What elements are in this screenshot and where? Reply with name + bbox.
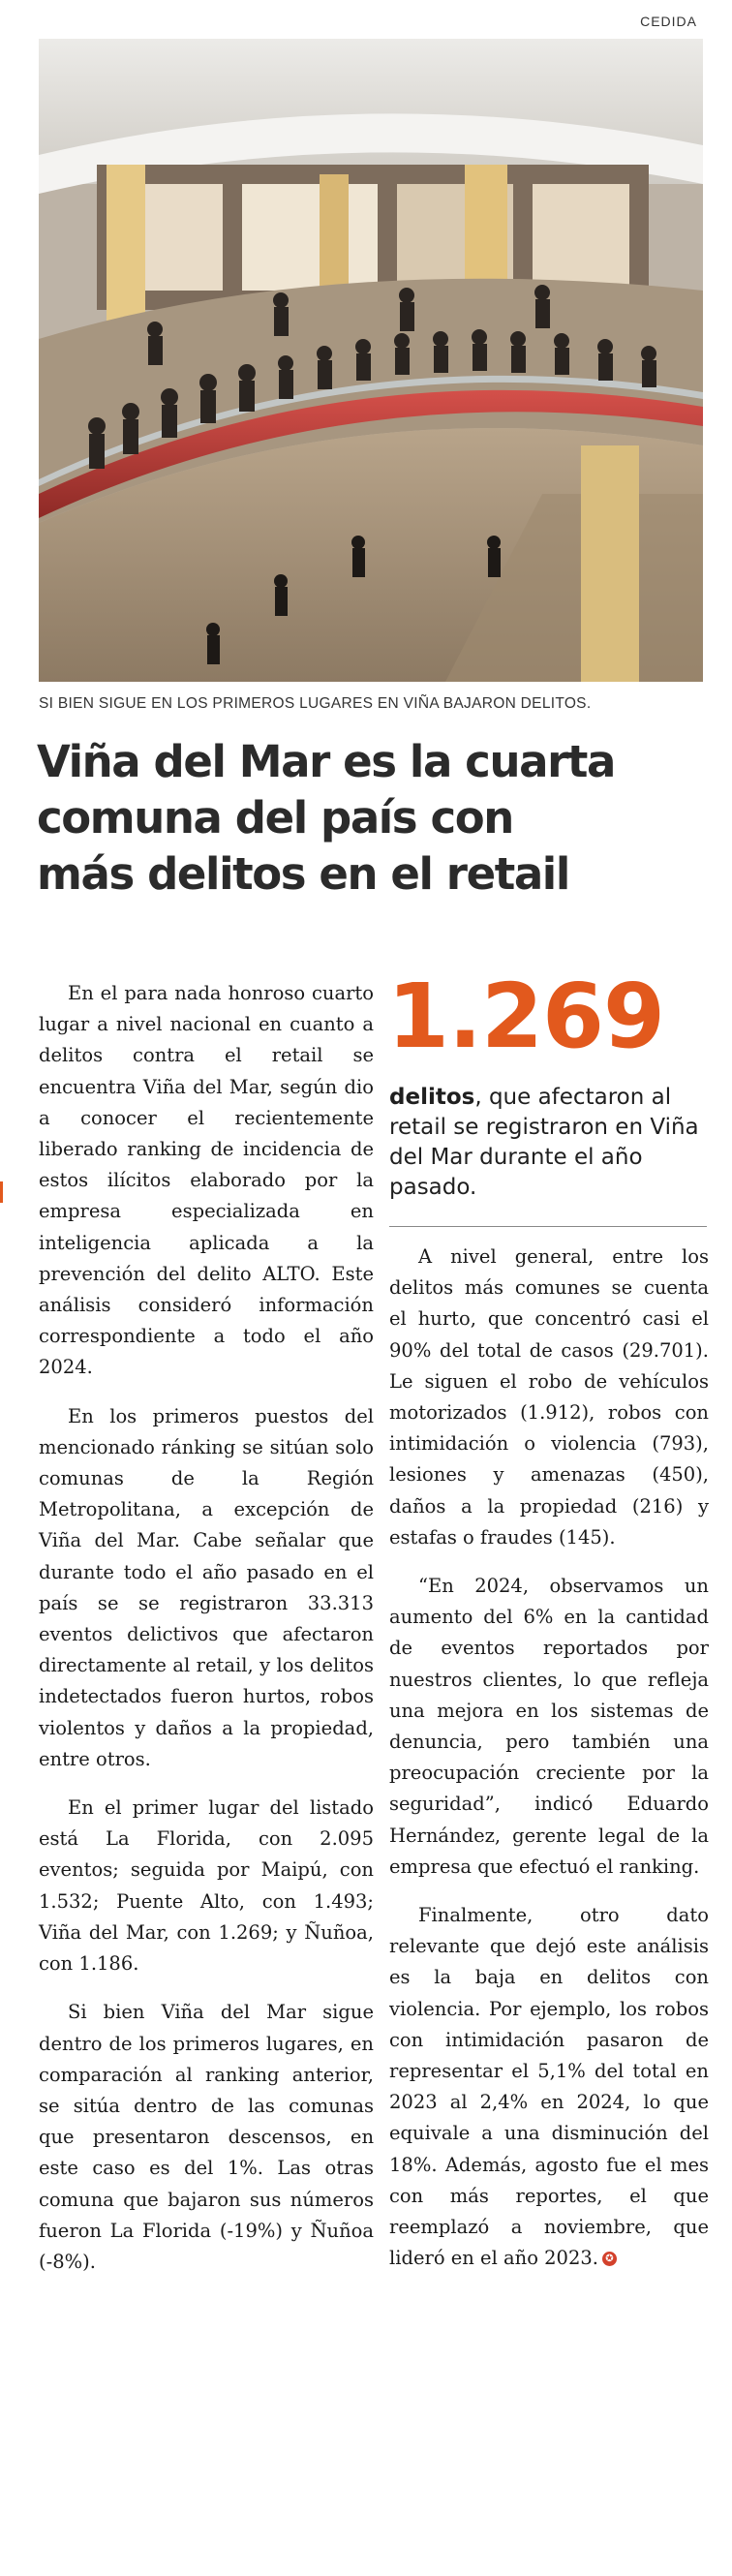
column-2	[389, 1242, 709, 2275]
headline-line-1: Viña del Mar es la cuarta	[37, 736, 615, 787]
highlight-divider	[389, 1226, 707, 1227]
highlight-lead: delitos	[389, 1085, 475, 1110]
mall-atrium-illustration	[39, 39, 703, 682]
headline-line-2: comuna del país con	[37, 792, 513, 843]
paragraph: “En 2024, observamos un aumento del 6% en la cantidad de eventos reportados por nuestros clientes, lo que refleja una mejora en los sistemas de denuncia, pero también una preocupación creciente por la seguridad”, indicó Eduardo Hernández, gerente legal de la empresa que efectuó el ranking.	[389, 1575, 709, 1878]
article-photo	[39, 39, 703, 682]
headline-line-3: más delitos en el retail	[37, 848, 569, 900]
photo-credit: CEDIDA	[640, 14, 697, 29]
paragraph: En el primer lugar del listado está La Florida, con 2.095 eventos; seguida por Maipú, con 1.532; Puente Alto, con 1.493; Viña del Mar, con 1.269; y Ñuñoa, con 1.186.	[39, 1796, 374, 1976]
paragraph: A nivel general, entre los delitos más comunes se cuenta el hurto, que concentró casi el 90% del total de casos (29.701). Le siguen el robo de vehículos motorizados (1.912), robos con intimidación o violencia (793), lesiones y amenazas (450), daños a la propiedad (216) y estafas o fraudes (145).	[389, 1245, 709, 1549]
margin-accent	[0, 1181, 3, 1203]
column-1	[39, 978, 374, 2278]
highlight-body: , que afectaron al retail se registraron en Viña del Mar durante el año pasado.	[389, 1085, 699, 1200]
highlight-number: 1.269	[387, 965, 665, 1068]
paragraph	[389, 1900, 709, 2274]
photo-caption: SI BIEN SIGUE EN LOS PRIMEROS LUGARES EN VIÑA BAJARON DELITOS.	[39, 695, 592, 712]
end-of-article-icon: ✪	[602, 2252, 617, 2266]
paragraph: Si bien Viña del Mar sigue dentro de los primeros lugares, en comparación al ranking anterior, se sitúa dentro de las comunas que presentaron descensos, en este caso es del 1%. Las otras comuna que bajaron sus números fueron La Florida (-19%) y Ñuñoa (-8%).	[39, 2001, 374, 2273]
paragraph: En el para nada honroso cuarto lugar a nivel nacional en cuanto a delitos contra el retail se encuentra Viña del Mar, según dio a conocer el recientemente liberado ranking de incidencia de estos ilícitos elaborado por la empresa especializada en inteligencia aplicada a la prevención del delito ALTO. Este análisis consideró información correspondiente a todo el año 2024.	[39, 982, 374, 1379]
headline	[37, 734, 715, 903]
paragraph: En los primeros puestos del mencionado ránking se sitúan solo comunas de la Región Metropolitana, a excepción de Viña del Mar. Cabe señalar que durante todo el año pasado en el país se se registraron 33.313 eventos delictivos que afectaron directamente al retail, y los delitos indetectados fueron hurtos, robos violentos y daños a la propiedad, entre otros.	[39, 1404, 374, 1770]
highlight-text	[389, 1083, 699, 1203]
paragraph-text: Finalmente, otro dato relevante que dejó este análisis es la baja en delitos con violencia. Por ejemplo, los robos con intimidación pasaron de representar el 5,1% del total en 2023 al 2,4% en 2024, lo que equivale a una disminución del 18%. Además, agosto fue el mes con más reportes, el que reemplazó a noviembre, que lideró en el año 2023.	[389, 1904, 709, 2270]
